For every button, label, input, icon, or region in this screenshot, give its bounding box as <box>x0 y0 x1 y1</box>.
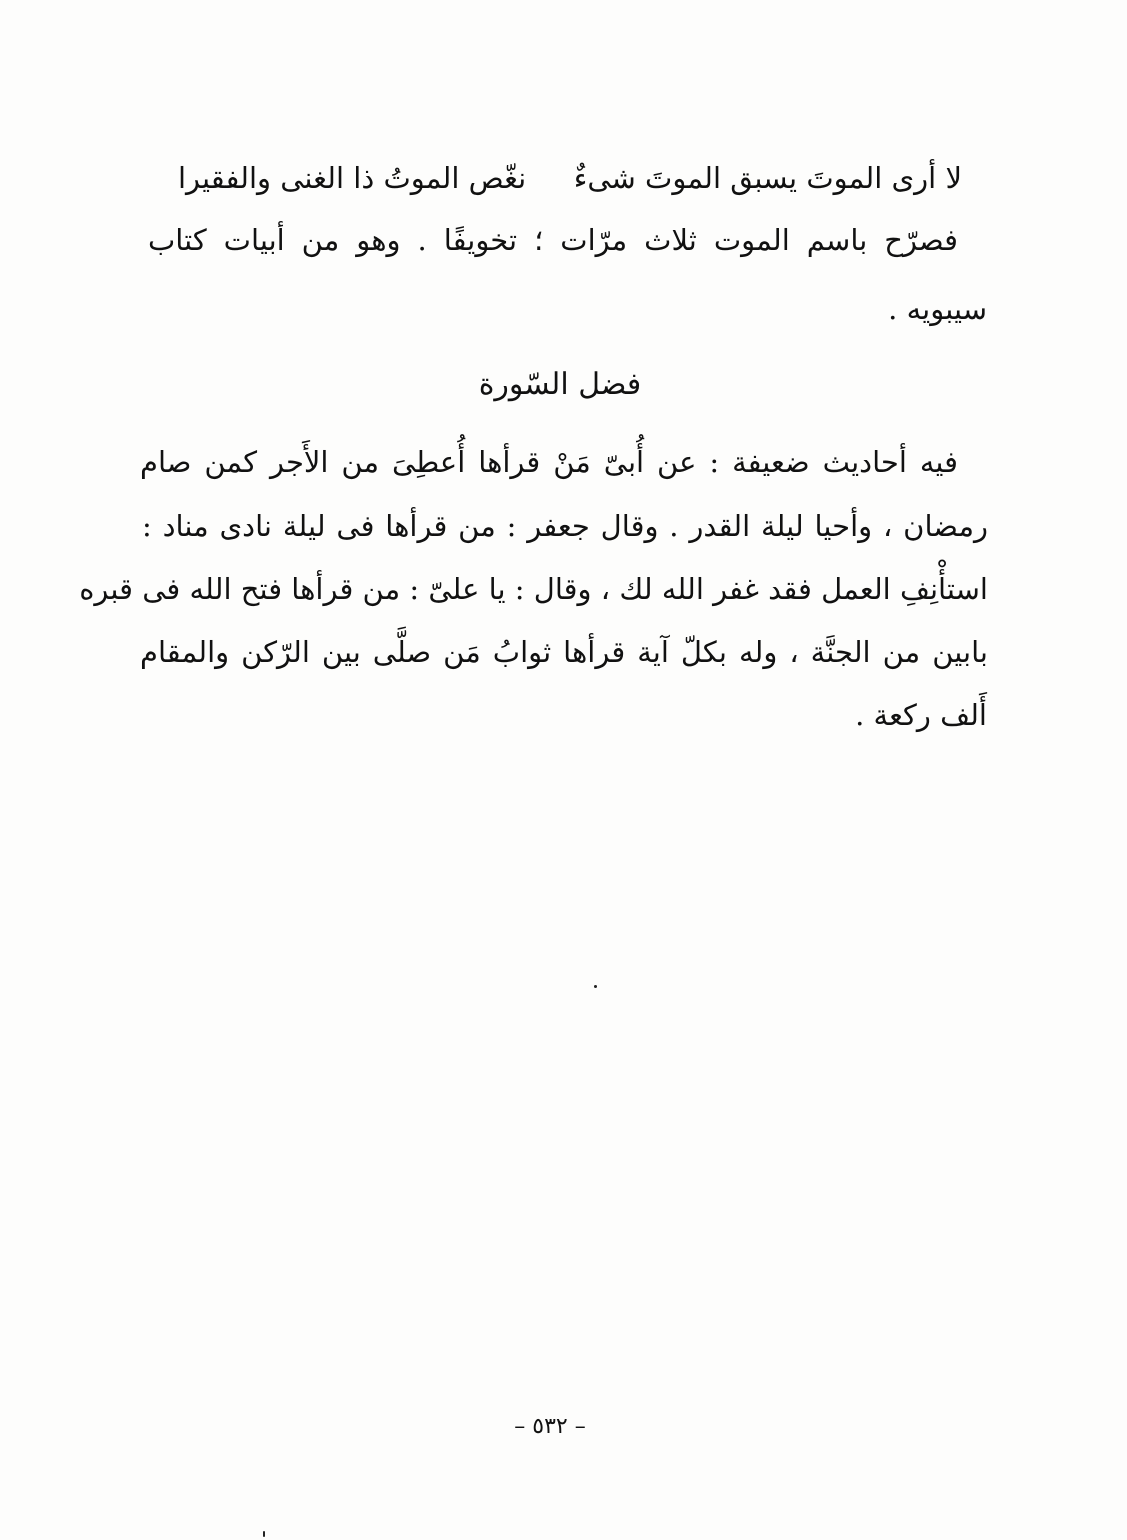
paragraph-2-line-1: فيه أحاديث ضعيفة : عن أُبىّ مَنْ قرأها أُعطِىَ من الأَجر كمن صام <box>140 445 958 479</box>
paragraph-2-line-2: رمضان ، وأحيا ليلة القدر . وقال جعفر : من قرأها فى ليلة نادى مناد : <box>142 509 988 543</box>
section-heading: فضل السّورة <box>478 367 642 402</box>
verse-first-hemistich: لا أرى الموتَ يسبق الموتَ شىءٌ <box>573 161 962 195</box>
paragraph-2-line-5: أَلف ركعة . <box>855 698 987 732</box>
paragraph-2-line-3: استأْنِفِ العمل فقد غفر الله لك ، وقال : يا علىّ : من قرأها فتح الله فى قبره <box>79 572 988 606</box>
poetry-verse <box>178 158 962 198</box>
paragraph-1-line-2: سيبويه . <box>888 292 987 326</box>
scan-speck <box>263 1531 265 1537</box>
paragraph-1-line-1: فصرّح باسم الموت ثلاث مرّات ؛ تخويفًا . وهو من أبيات كتاب <box>148 223 958 257</box>
scan-speck <box>594 985 597 988</box>
page-number: – ٥٣٢ – <box>514 1414 586 1439</box>
verse-second-hemistich: نغّص الموتُ ذا الغنى والفقيرا <box>178 161 527 195</box>
paragraph-2-line-4: بابين من الجنَّة ، وله بكلّ آية قرأها ثوابُ مَن صلَّى بين الرّكن والمقام <box>140 635 988 669</box>
